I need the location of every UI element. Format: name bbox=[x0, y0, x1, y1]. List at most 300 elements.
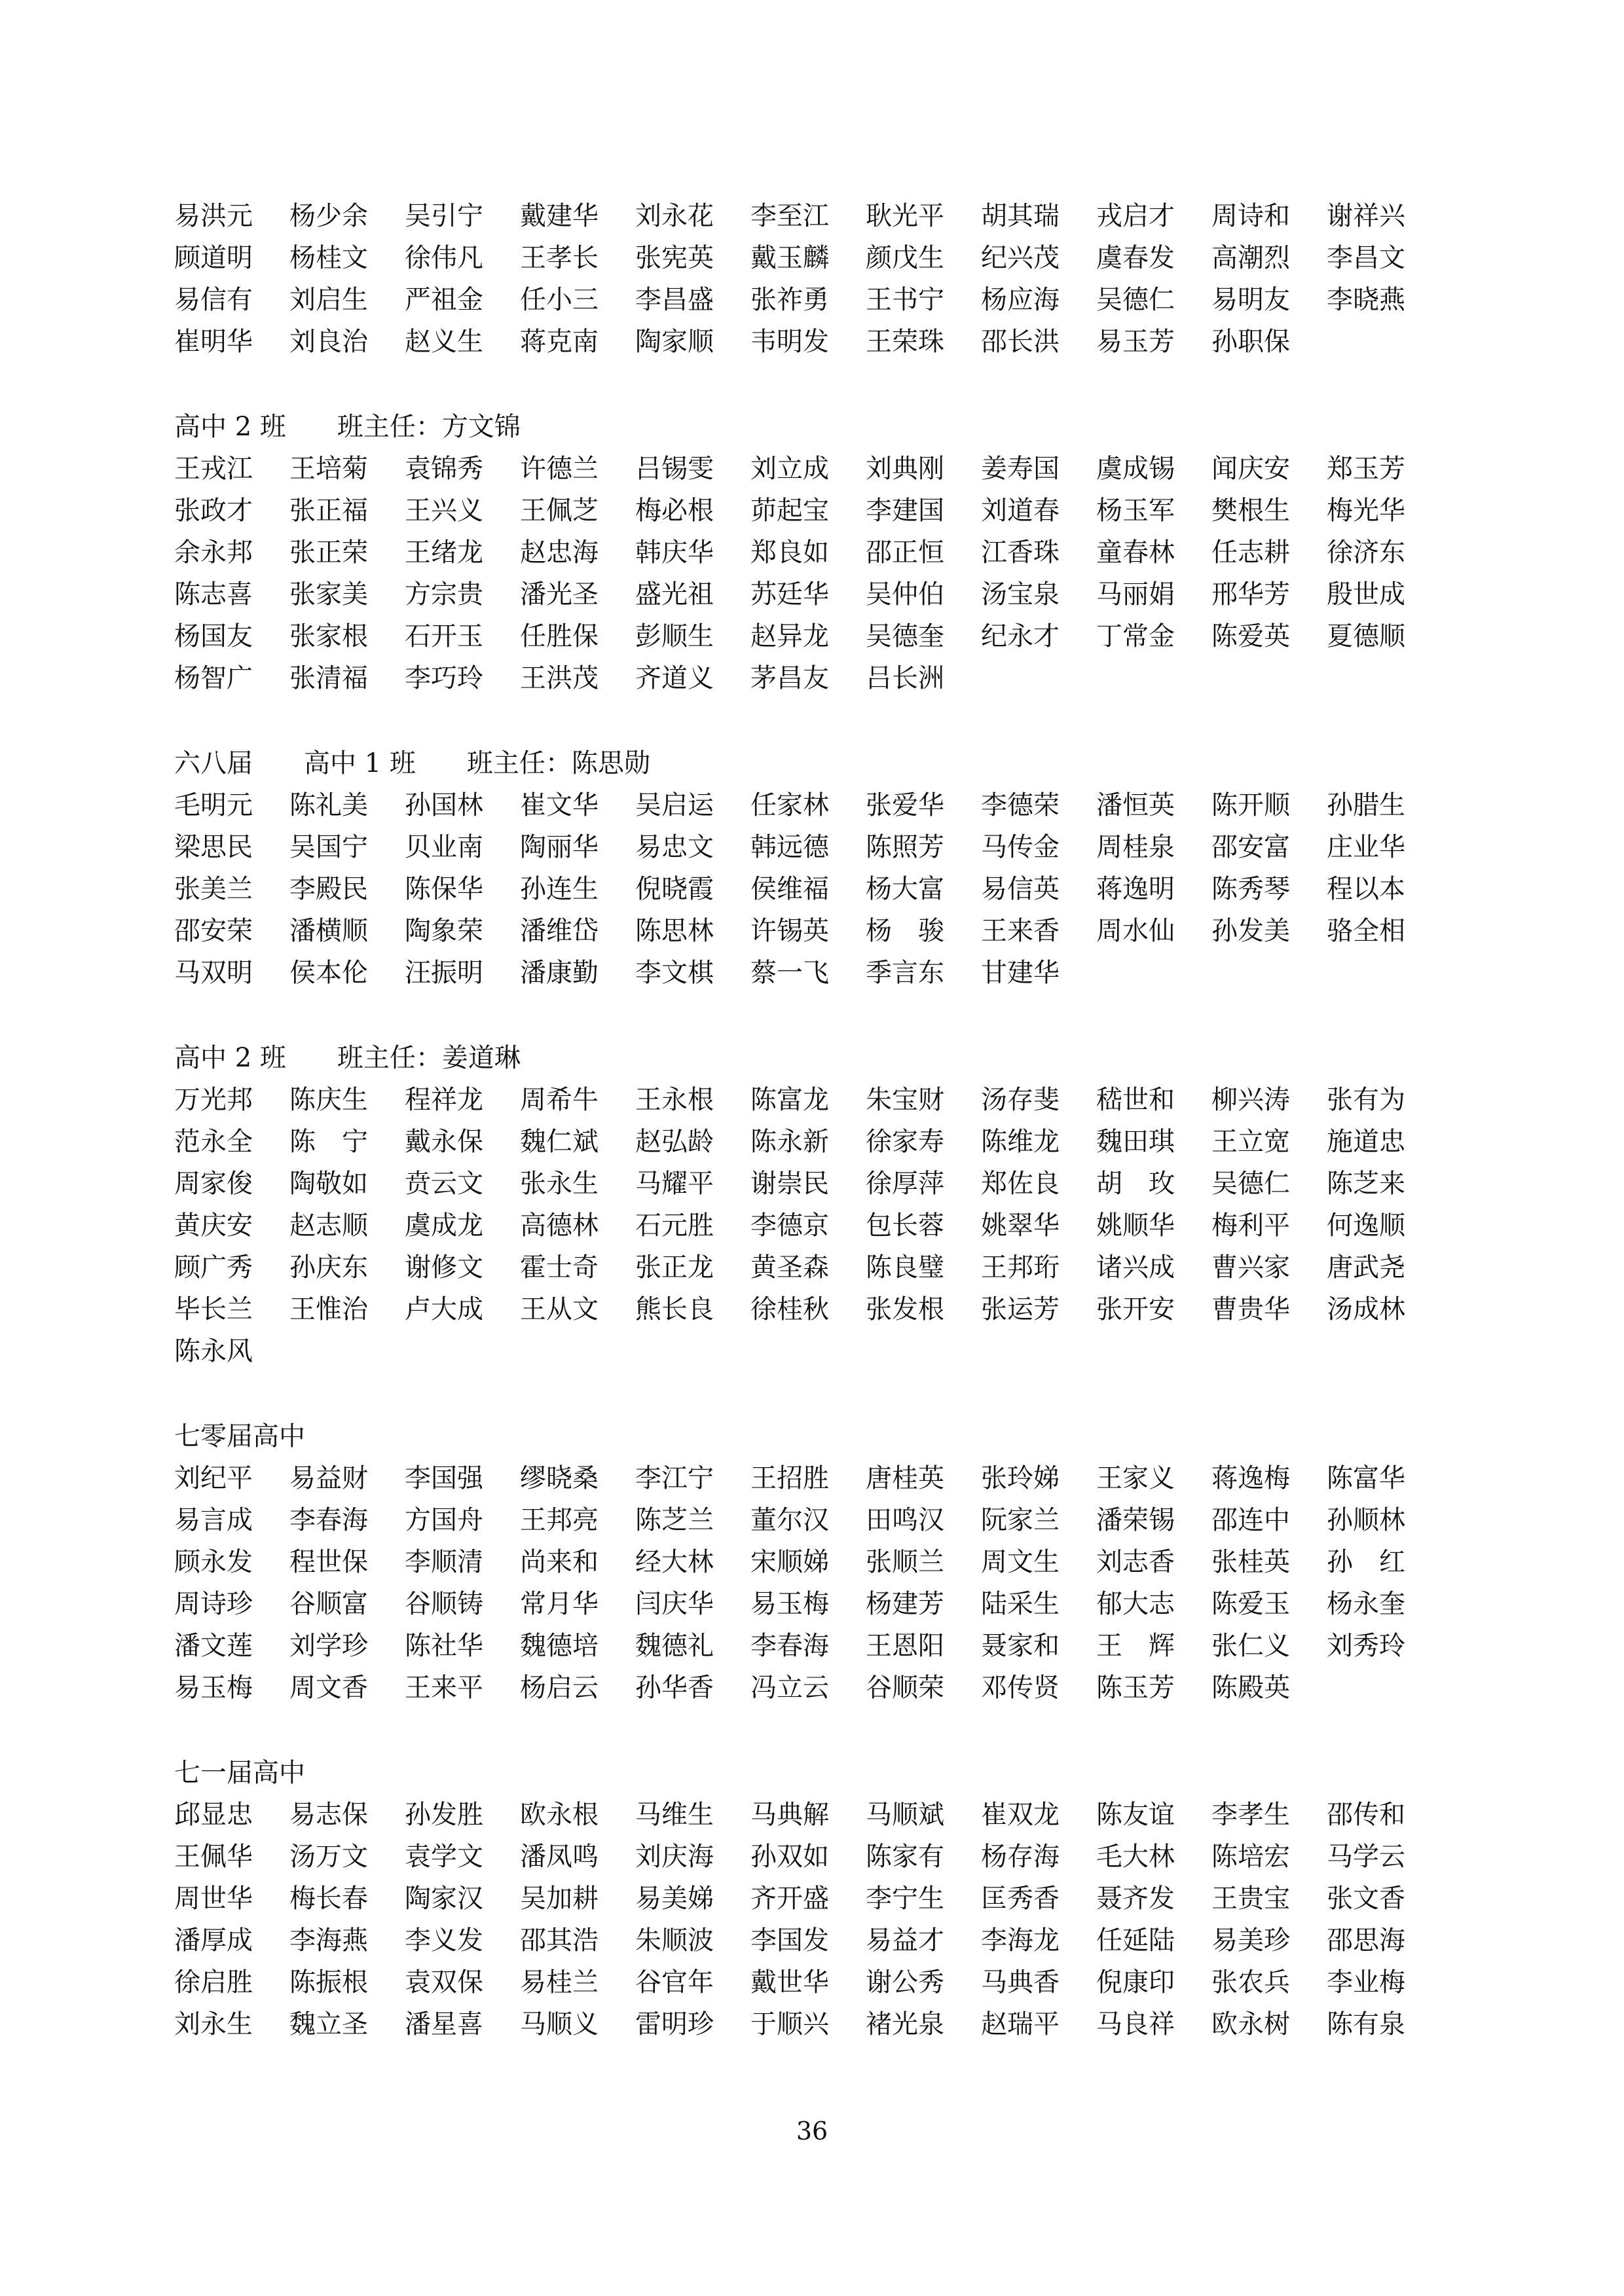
student-name: 陆采生 bbox=[981, 1589, 1060, 1619]
student-name: 任家林 bbox=[750, 790, 829, 820]
student-name: 陈芝兰 bbox=[635, 1505, 714, 1535]
student-name: 孙华香 bbox=[635, 1673, 714, 1703]
student-name: 吴国宁 bbox=[289, 832, 368, 862]
student-name: 易洪元 bbox=[174, 201, 253, 231]
student-name: 黄圣森 bbox=[750, 1252, 829, 1283]
student-name: 蒋逸明 bbox=[1096, 874, 1175, 904]
student-name: 李宁生 bbox=[866, 1884, 944, 1914]
student-name: 李国发 bbox=[750, 1925, 829, 1956]
student-name: 魏仁斌 bbox=[520, 1127, 599, 1157]
name-row bbox=[174, 1836, 1458, 1878]
student-name: 杨存海 bbox=[981, 1842, 1060, 1872]
student-name: 梅必根 bbox=[635, 496, 714, 526]
student-name: 陈振根 bbox=[289, 1967, 368, 1997]
student-name: 耿光平 bbox=[866, 201, 944, 231]
name-row bbox=[174, 826, 1458, 868]
student-name: 张运芳 bbox=[981, 1294, 1060, 1324]
student-name: 王立宽 bbox=[1211, 1127, 1290, 1157]
student-name: 陶丽华 bbox=[520, 832, 599, 862]
heading-part: 七一届高中 bbox=[174, 1758, 305, 1788]
student-name: 易玉梅 bbox=[174, 1673, 253, 1703]
student-name: 孙国林 bbox=[405, 790, 483, 820]
name-row bbox=[174, 1079, 1458, 1121]
student-name: 季言东 bbox=[866, 958, 944, 988]
student-name: 茆起宝 bbox=[750, 496, 829, 526]
name-row bbox=[174, 1961, 1458, 2003]
student-name: 谢修文 bbox=[405, 1252, 483, 1283]
student-name: 王恩阳 bbox=[866, 1631, 944, 1661]
student-name: 刘良治 bbox=[289, 327, 368, 357]
student-name: 李业梅 bbox=[1327, 1967, 1405, 1997]
student-name: 贝业南 bbox=[405, 832, 483, 862]
student-name: 聂齐发 bbox=[1096, 1884, 1175, 1914]
student-name: 李建国 bbox=[866, 496, 944, 526]
student-name: 吴启运 bbox=[635, 790, 714, 820]
student-name: 盛光祖 bbox=[635, 579, 714, 610]
student-name: 倪晓霞 bbox=[635, 874, 714, 904]
student-name: 张发根 bbox=[866, 1294, 944, 1324]
student-name: 蒋逸梅 bbox=[1211, 1463, 1290, 1493]
student-name: 阮家兰 bbox=[981, 1505, 1060, 1535]
student-name: 李德荣 bbox=[981, 790, 1060, 820]
student-name: 陈友谊 bbox=[1096, 1800, 1175, 1830]
student-name: 马顺义 bbox=[520, 2009, 599, 2039]
student-name: 方国舟 bbox=[405, 1505, 483, 1535]
student-name: 顾广秀 bbox=[174, 1252, 253, 1283]
student-name: 殷世成 bbox=[1327, 579, 1405, 610]
student-name: 蔡一飞 bbox=[750, 958, 829, 988]
student-name: 汤万文 bbox=[289, 1842, 368, 1872]
student-name: 杨桂文 bbox=[289, 243, 368, 273]
student-name: 童春林 bbox=[1096, 538, 1175, 568]
student-name: 雷明珍 bbox=[635, 2009, 714, 2039]
student-name: 李晓燕 bbox=[1327, 285, 1405, 315]
student-name: 余永邦 bbox=[174, 538, 253, 568]
student-name: 张顺兰 bbox=[866, 1547, 944, 1577]
name-row bbox=[174, 1541, 1458, 1583]
student-name: 陈培宏 bbox=[1211, 1842, 1290, 1872]
student-name: 周文香 bbox=[289, 1673, 368, 1703]
student-name: 戴玉麟 bbox=[750, 243, 829, 273]
student-name: 闻庆安 bbox=[1211, 454, 1290, 484]
heading-part: 六八届 bbox=[174, 748, 253, 778]
student-name: 骆全相 bbox=[1327, 916, 1405, 946]
name-row bbox=[174, 448, 1458, 490]
student-name: 赵志顺 bbox=[289, 1211, 368, 1241]
student-name: 魏德培 bbox=[520, 1631, 599, 1661]
name-row bbox=[174, 784, 1458, 826]
student-name: 马维生 bbox=[635, 1800, 714, 1830]
name-row bbox=[174, 868, 1458, 910]
student-name: 邵连中 bbox=[1211, 1505, 1290, 1535]
student-name: 陈家有 bbox=[866, 1842, 944, 1872]
student-name: 杨大富 bbox=[866, 874, 944, 904]
student-name: 张开安 bbox=[1096, 1294, 1175, 1324]
student-name: 郁大志 bbox=[1096, 1589, 1175, 1619]
student-name: 程世保 bbox=[289, 1547, 368, 1577]
student-name: 张祚勇 bbox=[750, 285, 829, 315]
student-name: 陶象荣 bbox=[405, 916, 483, 946]
student-name: 赵瑞平 bbox=[981, 2009, 1060, 2039]
name-row bbox=[174, 1583, 1458, 1625]
student-name: 袁锦秀 bbox=[405, 454, 483, 484]
student-name: 易信英 bbox=[981, 874, 1060, 904]
heading-part: 高中 1 班 bbox=[304, 748, 416, 778]
student-name: 刘纪平 bbox=[174, 1463, 253, 1493]
student-name: 杨玉军 bbox=[1096, 496, 1175, 526]
student-name: 马学云 bbox=[1327, 1842, 1405, 1872]
name-row bbox=[174, 910, 1458, 952]
student-name: 易志保 bbox=[289, 1800, 368, 1830]
student-name: 潘星喜 bbox=[405, 2009, 483, 2039]
student-name: 崔双龙 bbox=[981, 1800, 1060, 1830]
student-name: 张玲娣 bbox=[981, 1463, 1060, 1493]
name-row bbox=[174, 1625, 1458, 1667]
name-row bbox=[174, 279, 1458, 321]
student-name: 王 辉 bbox=[1096, 1631, 1175, 1661]
student-name: 张农兵 bbox=[1211, 1967, 1290, 1997]
student-name: 吴引宁 bbox=[405, 201, 483, 231]
student-name: 杨智广 bbox=[174, 663, 253, 693]
student-name: 戴建华 bbox=[520, 201, 599, 231]
student-name: 胡其瑞 bbox=[981, 201, 1060, 231]
student-name: 纪兴茂 bbox=[981, 243, 1060, 273]
student-name: 柳兴涛 bbox=[1211, 1085, 1290, 1115]
name-row bbox=[174, 1457, 1458, 1499]
student-name: 姚翠华 bbox=[981, 1211, 1060, 1241]
student-name: 侯本伦 bbox=[289, 958, 368, 988]
student-name: 易玉芳 bbox=[1096, 327, 1175, 357]
student-name: 杨 骏 bbox=[866, 916, 944, 946]
name-row bbox=[174, 574, 1458, 615]
student-name: 任志耕 bbox=[1211, 538, 1290, 568]
student-name: 马传金 bbox=[981, 832, 1060, 862]
student-name: 马典解 bbox=[750, 1800, 829, 1830]
student-name: 刘学珍 bbox=[289, 1631, 368, 1661]
student-name: 郑佐良 bbox=[981, 1169, 1060, 1199]
student-name: 魏德礼 bbox=[635, 1631, 714, 1661]
student-name: 陈秀琴 bbox=[1211, 874, 1290, 904]
student-name: 陈照芳 bbox=[866, 832, 944, 862]
section-heading bbox=[174, 406, 1458, 448]
student-name: 吕长洲 bbox=[866, 663, 944, 693]
student-name: 陈芝来 bbox=[1327, 1169, 1405, 1199]
name-row bbox=[174, 490, 1458, 532]
student-name: 易忠文 bbox=[635, 832, 714, 862]
student-name: 易美珍 bbox=[1211, 1925, 1290, 1956]
page-number: 36 bbox=[796, 2117, 828, 2145]
student-name: 周诗和 bbox=[1211, 201, 1290, 231]
student-name: 张正龙 bbox=[635, 1252, 714, 1283]
student-name: 邓传贤 bbox=[981, 1673, 1060, 1703]
student-name: 匡秀香 bbox=[981, 1884, 1060, 1914]
student-name: 曹兴家 bbox=[1211, 1252, 1290, 1283]
student-name: 易玉梅 bbox=[750, 1589, 829, 1619]
student-name: 陈庆生 bbox=[289, 1085, 368, 1115]
student-name: 陶敬如 bbox=[289, 1169, 368, 1199]
student-name: 李春海 bbox=[289, 1505, 368, 1535]
student-name: 韦明发 bbox=[750, 327, 829, 357]
student-name: 王来香 bbox=[981, 916, 1060, 946]
student-name: 袁双保 bbox=[405, 1967, 483, 1997]
student-name: 刘典刚 bbox=[866, 454, 944, 484]
student-name: 孙发胜 bbox=[405, 1800, 483, 1830]
student-name: 李孝生 bbox=[1211, 1800, 1290, 1830]
student-name: 梅利平 bbox=[1211, 1211, 1290, 1241]
student-name: 张桂英 bbox=[1211, 1547, 1290, 1577]
student-name: 黄庆安 bbox=[174, 1211, 253, 1241]
student-name: 颜戊生 bbox=[866, 243, 944, 273]
student-name: 彭顺生 bbox=[635, 621, 714, 651]
student-name: 姚顺华 bbox=[1096, 1211, 1175, 1241]
student-name: 孙连生 bbox=[520, 874, 599, 904]
student-name: 崔明华 bbox=[174, 327, 253, 357]
name-row bbox=[174, 1667, 1458, 1709]
student-name: 潘康勤 bbox=[520, 958, 599, 988]
student-name: 周桂泉 bbox=[1096, 832, 1175, 862]
student-name: 易信有 bbox=[174, 285, 253, 315]
student-name: 王培菊 bbox=[289, 454, 368, 484]
student-name: 潘光圣 bbox=[520, 579, 599, 610]
student-name: 尚来和 bbox=[520, 1547, 599, 1577]
student-name: 刘永花 bbox=[635, 201, 714, 231]
student-name: 王家义 bbox=[1096, 1463, 1175, 1493]
student-name: 高德林 bbox=[520, 1211, 599, 1241]
student-name: 易桂兰 bbox=[520, 1967, 599, 1997]
student-name: 李昌文 bbox=[1327, 243, 1405, 273]
class-roster-section bbox=[174, 195, 1458, 363]
student-name: 陈良璧 bbox=[866, 1252, 944, 1283]
student-name: 王佩芝 bbox=[520, 496, 599, 526]
student-name: 郑玉芳 bbox=[1327, 454, 1405, 484]
student-name: 陈有泉 bbox=[1327, 2009, 1405, 2039]
class-roster-section bbox=[174, 1037, 1458, 1372]
student-name: 魏立圣 bbox=[289, 2009, 368, 2039]
student-name: 任胜保 bbox=[520, 621, 599, 651]
student-name: 李德京 bbox=[750, 1211, 829, 1241]
student-name: 徐桂秋 bbox=[750, 1294, 829, 1324]
name-row bbox=[174, 1878, 1458, 1920]
student-name: 王戎江 bbox=[174, 454, 253, 484]
student-name: 李至江 bbox=[750, 201, 829, 231]
student-name: 江香珠 bbox=[981, 538, 1060, 568]
student-name: 熊长良 bbox=[635, 1294, 714, 1324]
student-name: 刘永生 bbox=[174, 2009, 253, 2039]
student-name: 陈富龙 bbox=[750, 1085, 829, 1115]
student-name: 倪康印 bbox=[1096, 1967, 1175, 1997]
section-heading bbox=[174, 1415, 1458, 1457]
student-name: 冯立云 bbox=[750, 1673, 829, 1703]
name-row bbox=[174, 1247, 1458, 1288]
student-name: 韩庆华 bbox=[635, 538, 714, 568]
student-name: 欧永根 bbox=[520, 1800, 599, 1830]
student-name: 戎启才 bbox=[1096, 201, 1175, 231]
student-name: 齐开盛 bbox=[750, 1884, 829, 1914]
student-name: 杨启云 bbox=[520, 1673, 599, 1703]
student-name: 孙腊生 bbox=[1327, 790, 1405, 820]
student-name: 陈 宁 bbox=[289, 1127, 368, 1157]
student-name: 刘秀玲 bbox=[1327, 1631, 1405, 1661]
name-row bbox=[174, 1205, 1458, 1247]
student-name: 陈爱英 bbox=[1211, 621, 1290, 651]
student-name: 王招胜 bbox=[750, 1463, 829, 1493]
student-name: 陈社华 bbox=[405, 1631, 483, 1661]
student-name: 唐桂英 bbox=[866, 1463, 944, 1493]
student-name: 虞成锡 bbox=[1096, 454, 1175, 484]
student-name: 李昌盛 bbox=[635, 285, 714, 315]
student-name: 陈富华 bbox=[1327, 1463, 1405, 1493]
document-body bbox=[174, 195, 1458, 2088]
student-name: 王贵宝 bbox=[1211, 1884, 1290, 1914]
student-name: 潘维岱 bbox=[520, 916, 599, 946]
student-name: 孙 红 bbox=[1327, 1547, 1405, 1577]
student-name: 顾永发 bbox=[174, 1547, 253, 1577]
student-name: 樊根生 bbox=[1211, 496, 1290, 526]
student-name: 陶家汉 bbox=[405, 1884, 483, 1914]
student-name: 陈永新 bbox=[750, 1127, 829, 1157]
student-name: 周世华 bbox=[174, 1884, 253, 1914]
student-name: 宋顺娣 bbox=[750, 1547, 829, 1577]
student-name: 马良祥 bbox=[1096, 2009, 1175, 2039]
student-name: 易明友 bbox=[1211, 285, 1290, 315]
student-name: 包长蓉 bbox=[866, 1211, 944, 1241]
heading-part: 班主任：陈思勋 bbox=[466, 748, 650, 778]
student-name: 于顺兴 bbox=[750, 2009, 829, 2039]
student-name: 杨应海 bbox=[981, 285, 1060, 315]
student-name: 张宪英 bbox=[635, 243, 714, 273]
student-name: 刘立成 bbox=[750, 454, 829, 484]
student-name: 虞春发 bbox=[1096, 243, 1175, 273]
student-name: 吴仲伯 bbox=[866, 579, 944, 610]
student-name: 吴德仁 bbox=[1211, 1169, 1290, 1199]
class-roster-section bbox=[174, 1752, 1458, 2045]
student-name: 孙顺林 bbox=[1327, 1505, 1405, 1535]
student-name: 梅光华 bbox=[1327, 496, 1405, 526]
student-name: 经大林 bbox=[635, 1547, 714, 1577]
name-row bbox=[174, 532, 1458, 574]
student-name: 侯维福 bbox=[750, 874, 829, 904]
name-row bbox=[174, 1163, 1458, 1205]
student-name: 许德兰 bbox=[520, 454, 599, 484]
student-name: 严祖金 bbox=[405, 285, 483, 315]
student-name: 李国强 bbox=[405, 1463, 483, 1493]
student-name: 李殿民 bbox=[289, 874, 368, 904]
heading-part: 高中 2 班 bbox=[174, 1043, 286, 1073]
student-name: 周诗珍 bbox=[174, 1589, 253, 1619]
student-name: 王邦珩 bbox=[981, 1252, 1060, 1283]
student-name: 王邦亮 bbox=[520, 1505, 599, 1535]
student-name: 邢华芳 bbox=[1211, 579, 1290, 610]
student-name: 孙双如 bbox=[750, 1842, 829, 1872]
student-name: 徐济东 bbox=[1327, 538, 1405, 568]
name-row bbox=[174, 615, 1458, 657]
heading-part: 高中 2 班 bbox=[174, 412, 286, 442]
student-name: 李巧玲 bbox=[405, 663, 483, 693]
student-name: 毛明元 bbox=[174, 790, 253, 820]
student-name: 王书宁 bbox=[866, 285, 944, 315]
student-name: 陶家顺 bbox=[635, 327, 714, 357]
student-name: 褚光泉 bbox=[866, 2009, 944, 2039]
student-name: 张政才 bbox=[174, 496, 253, 526]
student-name: 吴加耕 bbox=[520, 1884, 599, 1914]
student-name: 张有为 bbox=[1327, 1085, 1405, 1115]
student-name: 邵长洪 bbox=[981, 327, 1060, 357]
student-name: 谷官年 bbox=[635, 1967, 714, 1997]
name-row bbox=[174, 1330, 1458, 1372]
student-name: 易益才 bbox=[866, 1925, 944, 1956]
student-name: 张爱华 bbox=[866, 790, 944, 820]
student-name: 张正福 bbox=[289, 496, 368, 526]
student-name: 陈爱玉 bbox=[1211, 1589, 1290, 1619]
student-name: 陈思林 bbox=[635, 916, 714, 946]
student-name: 张清福 bbox=[289, 663, 368, 693]
student-name: 甘建华 bbox=[981, 958, 1060, 988]
student-name: 刘志香 bbox=[1096, 1547, 1175, 1577]
student-name: 毕长兰 bbox=[174, 1294, 253, 1324]
student-name: 王惟治 bbox=[289, 1294, 368, 1324]
heading-part: 班主任：姜道琳 bbox=[337, 1043, 521, 1073]
student-name: 邵安富 bbox=[1211, 832, 1290, 862]
student-name: 刘道春 bbox=[981, 496, 1060, 526]
student-name: 易言成 bbox=[174, 1505, 253, 1535]
heading-part: 七零届高中 bbox=[174, 1421, 305, 1451]
section-heading bbox=[174, 1752, 1458, 1794]
student-name: 陈开顺 bbox=[1211, 790, 1290, 820]
student-name: 方宗贵 bbox=[405, 579, 483, 610]
student-name: 顾道明 bbox=[174, 243, 253, 273]
student-name: 李文棋 bbox=[635, 958, 714, 988]
student-name: 徐伟凡 bbox=[405, 243, 483, 273]
student-name: 马耀平 bbox=[635, 1169, 714, 1199]
student-name: 潘恒英 bbox=[1096, 790, 1175, 820]
student-name: 汤宝泉 bbox=[981, 579, 1060, 610]
student-name: 汤存斐 bbox=[981, 1085, 1060, 1115]
student-name: 邵传和 bbox=[1327, 1800, 1405, 1830]
student-name: 卢大成 bbox=[405, 1294, 483, 1324]
student-name: 王荣珠 bbox=[866, 327, 944, 357]
student-name: 唐武尧 bbox=[1327, 1252, 1405, 1283]
student-name: 任小三 bbox=[520, 285, 599, 315]
student-name: 马顺斌 bbox=[866, 1800, 944, 1830]
student-name: 潘凤鸣 bbox=[520, 1842, 599, 1872]
student-name: 石元胜 bbox=[635, 1211, 714, 1241]
student-name: 潘文莲 bbox=[174, 1631, 253, 1661]
student-name: 邵思海 bbox=[1327, 1925, 1405, 1956]
student-name: 诸兴成 bbox=[1096, 1252, 1175, 1283]
student-name: 吴德仁 bbox=[1096, 285, 1175, 315]
student-name: 常月华 bbox=[520, 1589, 599, 1619]
student-name: 李顺清 bbox=[405, 1547, 483, 1577]
student-name: 崔文华 bbox=[520, 790, 599, 820]
student-name: 缪晓桑 bbox=[520, 1463, 599, 1493]
student-name: 易益财 bbox=[289, 1463, 368, 1493]
student-name: 纪永才 bbox=[981, 621, 1060, 651]
name-row bbox=[174, 1288, 1458, 1330]
student-name: 戴世华 bbox=[750, 1967, 829, 1997]
student-name: 何逸顺 bbox=[1327, 1211, 1405, 1241]
student-name: 陈玉芳 bbox=[1096, 1673, 1175, 1703]
student-name: 韩远德 bbox=[750, 832, 829, 862]
student-name: 刘庆海 bbox=[635, 1842, 714, 1872]
student-name: 王来平 bbox=[405, 1673, 483, 1703]
student-name: 聂家和 bbox=[981, 1631, 1060, 1661]
name-row bbox=[174, 1499, 1458, 1541]
student-name: 孙庆东 bbox=[289, 1252, 368, 1283]
student-name: 李春海 bbox=[750, 1631, 829, 1661]
student-name: 张美兰 bbox=[174, 874, 253, 904]
student-name: 郑良如 bbox=[750, 538, 829, 568]
student-name: 杨永奎 bbox=[1327, 1589, 1405, 1619]
